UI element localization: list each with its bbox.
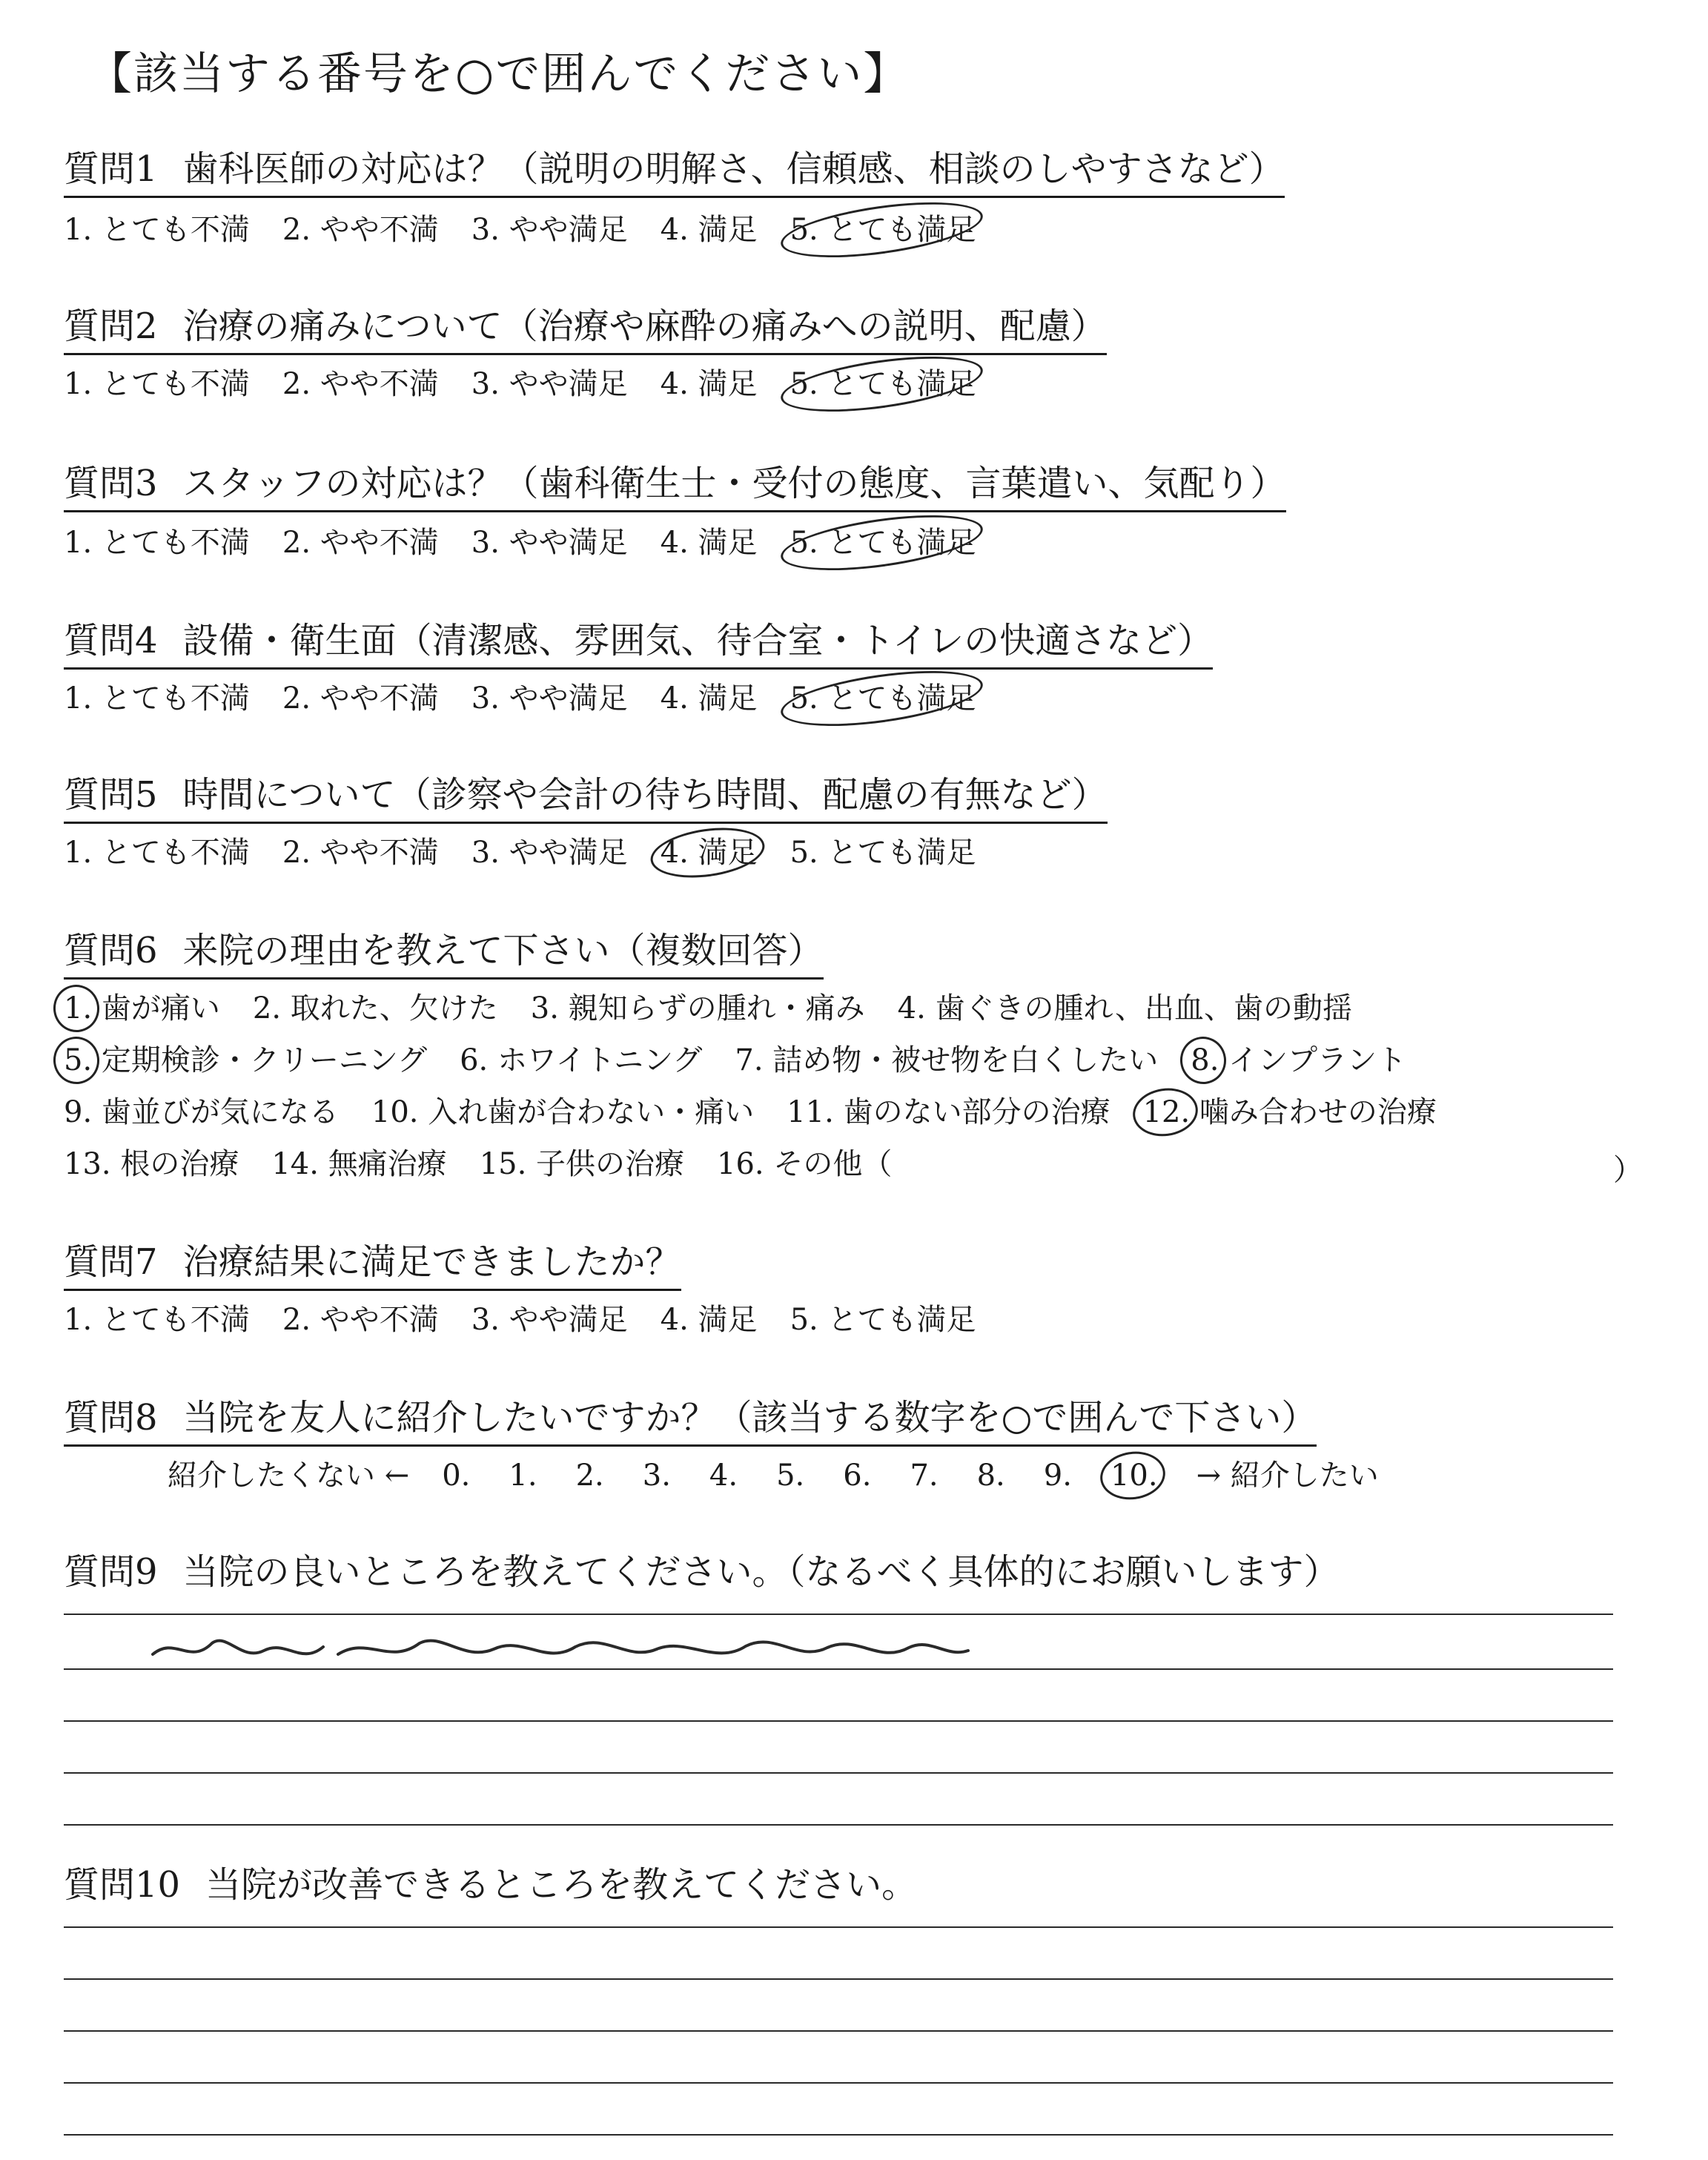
circled-option[interactable]: 5. とても満足 (790, 367, 976, 401)
circled-option[interactable]: 8. (1191, 1043, 1219, 1077)
question-6-title: 質問6 来院の理由を教えて下さい（複数回答） (64, 930, 824, 980)
question-2-options[interactable]: 1. とても不満 2. やや不満 3. やや満足 4. 満足 5. とても満足 (64, 367, 976, 401)
circled-option[interactable]: 4. 満足 (660, 836, 758, 870)
question-7-title: 質問7 治療結果に満足できましたか？ (64, 1241, 681, 1291)
question-7-options[interactable]: 1. とても不満 2. やや不満 3. やや満足 4. 満足 5. とても満足 (64, 1303, 976, 1337)
circled-option[interactable]: 12. (1142, 1095, 1191, 1129)
circled-option[interactable]: 1. (64, 991, 93, 1025)
question-3-options[interactable]: 1. とても不満 2. やや不満 3. やや満足 4. 満足 5. とても満足 (64, 526, 976, 560)
question-6-row-4[interactable]: 13. 根の治療 14. 無痛治療 15. 子供の治療 16. その他（ (64, 1147, 893, 1181)
question-2-title: 質問2 治療の痛みについて（治療や麻酔の痛みへの説明、配慮） (64, 305, 1107, 355)
circled-option[interactable]: 5. とても満足 (790, 213, 976, 247)
answer-line[interactable] (64, 2134, 1613, 2136)
answer-line[interactable] (64, 2082, 1613, 2084)
question-5-title: 質問5 時間について（診察や会計の待ち時間、配慮の有無など） (64, 774, 1108, 824)
answer-line[interactable] (64, 1978, 1613, 1980)
question-9-title: 質問9 当院の良いところを教えてください。（なるべく具体的にお願いします） (64, 1551, 1340, 1593)
circled-option[interactable]: 10. (1110, 1459, 1158, 1493)
answer-line[interactable] (64, 1824, 1613, 1826)
circled-option[interactable]: 5. とても満足 (790, 681, 976, 716)
circled-option[interactable]: 5. (64, 1043, 93, 1077)
question-6-row-1[interactable]: 1. 歯が痛い 2. 取れた、欠けた 3. 親知らずの腫れ・痛み 4. 歯ぐきの腫れ、出血、歯の動揺 (64, 991, 1352, 1025)
circled-option[interactable]: 5. とても満足 (790, 526, 976, 560)
question-1-options[interactable]: 1. とても不満 2. やや不満 3. やや満足 4. 満足 5. とても満足 (64, 213, 976, 247)
question-1-title: 質問1 歯科医師の対応は？（説明の明解さ、信頼感、相談のしやすさなど） (64, 148, 1285, 198)
handwritten-answer (145, 1621, 1065, 1680)
question-3-title: 質問3 スタッフの対応は？（歯科衛生士・受付の態度、言葉遣い、気配り） (64, 463, 1286, 512)
question-4-title: 質問4 設備・衛生面（清潔感、雰囲気、待合室・トイレの快適さなど） (64, 620, 1213, 670)
question-6-row-2[interactable]: 5. 定期検診・クリーニング 6. ホワイトニング 7. 詰め物・被せ物を白くしたい 8. インプラント (64, 1043, 1407, 1077)
question-8-scale[interactable]: 紹介したくない ← 0. 1. 2. 3. 4. 5. 6. 7. 8. 9. 10. → 紹介したい (168, 1459, 1379, 1493)
answer-line[interactable] (64, 2030, 1613, 2032)
answer-line[interactable] (64, 1772, 1613, 1774)
answer-line[interactable] (64, 1720, 1613, 1722)
answer-line[interactable] (64, 1926, 1613, 1928)
instruction-heading: 【該当する番号を○で囲んでください】 (87, 48, 910, 100)
question-4-options[interactable]: 1. とても不満 2. やや不満 3. やや満足 4. 満足 5. とても満足 (64, 681, 976, 716)
question-10-title: 質問10 当院が改善できるところを教えてください。 (64, 1864, 918, 1906)
question-6-row-3[interactable]: 9. 歯並びが気になる 10. 入れ歯が合わない・痛い 11. 歯のない部分の治療 12. 噛み合わせの治療 (64, 1095, 1437, 1129)
question-8-title: 質問8 当院を友人に紹介したいですか？（該当する数字を○で囲んで下さい） (64, 1397, 1317, 1447)
question-5-options[interactable]: 1. とても不満 2. やや不満 3. やや満足 4. 満足 5. とても満足 (64, 836, 976, 870)
other-close-paren: ） (1613, 1153, 1643, 1187)
answer-line[interactable] (64, 1614, 1613, 1615)
